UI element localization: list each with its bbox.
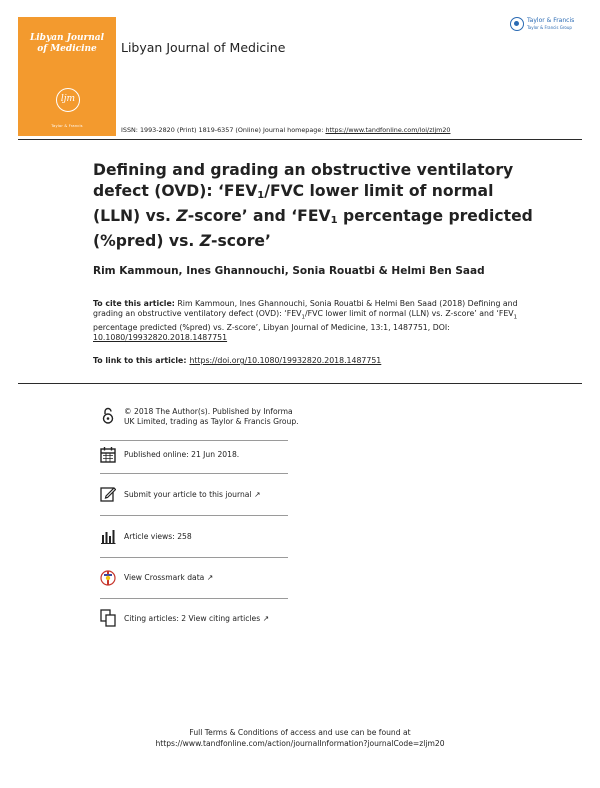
issn-line: [121, 126, 450, 134]
submit-article-item[interactable]: [100, 485, 300, 503]
submit-article-text[interactable]: Submit your article to this journal ↗: [124, 490, 261, 499]
publisher-logo-icon: [510, 17, 524, 31]
footer-terms-link[interactable]: https://www.tandfonline.com/action/journalInformation?journalCode=zljm20: [155, 739, 445, 748]
article-views-text: Article views: 258: [124, 532, 192, 541]
calendar-icon: [100, 446, 116, 464]
citation-divider: [18, 383, 582, 384]
doi-link[interactable]: 10.1080/19932820.2018.1487751: [93, 333, 228, 343]
cover-title: [18, 33, 116, 55]
license-item: [100, 407, 300, 427]
journal-cover: [18, 17, 116, 136]
edit-icon: [100, 485, 116, 503]
open-access-lock-icon: [100, 407, 116, 425]
item-divider: [100, 557, 288, 558]
article-views-item: [100, 527, 300, 545]
issn-text: ISSN: 1993-2820 (Print) 1819-6357 (Online) Journal homepage:: [121, 126, 324, 134]
item-divider: [100, 473, 288, 474]
footer: [0, 727, 600, 749]
link-to-article: [93, 356, 381, 365]
cover-title-line1: Libyan Journal: [29, 33, 105, 43]
cover-logo: ljm: [56, 88, 80, 112]
article-url-link[interactable]: https://doi.org/10.1080/19932820.2018.1487751: [189, 356, 382, 365]
footer-line1: Full Terms & Conditions of access and use can be found at: [189, 728, 411, 737]
citation: To cite this article: Rim Kammoun, Ines Ghannouchi, Sonia Rouatbi & Helmi Ben Saad (2018) Defining and grading an obstructive ventilatory defect (OVD): ‘$FEV_1$/FVC lower limit of normal (LLN) vs. Z-score’ and ‘$FEV_1$ percentage predicted (%pred) vs. Z-score’, Libyan Journal of Medicine, 13:1, 1487751, DOI: 10.1080/19932820.2018.1487751: [93, 299, 518, 343]
bar-chart-icon: [100, 527, 116, 545]
crossmark-icon: [100, 569, 116, 587]
external-link-icon: ↗: [262, 614, 269, 623]
crossmark-item[interactable]: [100, 569, 300, 587]
authors: Rim Kammoun, Ines Ghannouchi, Sonia Rouatbi & Helmi Ben Saad: [93, 265, 485, 277]
item-divider: [100, 598, 288, 599]
publisher-logo-line1: Taylor & Francis: [527, 17, 575, 24]
citing-articles-text[interactable]: Citing articles: 2 View citing articles ↗: [124, 614, 269, 623]
external-link-icon: ↗: [253, 490, 261, 499]
journal-name: Libyan Journal of Medicine: [121, 40, 286, 55]
publisher-logo: [510, 17, 574, 31]
published-online-text: Published online: 21 Jun 2018.: [124, 450, 240, 459]
item-divider: [100, 440, 288, 441]
external-link-icon: ↗: [206, 573, 214, 582]
publisher-logo-line2: Taylor & Francis Group: [527, 25, 572, 30]
published-online-item: [100, 446, 300, 464]
citing-articles-item[interactable]: [100, 609, 300, 627]
crossmark-text[interactable]: View Crossmark data ↗: [124, 573, 214, 582]
item-divider: [100, 515, 288, 516]
link-label: To link to this article:: [93, 356, 187, 365]
header-divider: [18, 139, 582, 140]
citing-articles-icon: [100, 609, 116, 627]
citation-label: To cite this article:: [93, 299, 175, 308]
cover-title-line2: of Medicine: [37, 44, 97, 54]
license-text: © 2018 The Author(s). Published by Informa UK Limited, trading as Taylor & Francis Group.: [124, 407, 299, 426]
article-title: Defining and grading an obstructive ventilatory defect (OVD): ‘$FEV_1$/FVC lower limit of normal (LLN) vs. Z-score’ and ‘$FEV_1$ percentage predicted (%pred) vs. Z-score’: [93, 161, 533, 250]
cover-publisher: Taylor & Francis: [51, 124, 83, 128]
journal-homepage-link[interactable]: https://www.tandfonline.com/loi/zljm20: [325, 126, 451, 134]
